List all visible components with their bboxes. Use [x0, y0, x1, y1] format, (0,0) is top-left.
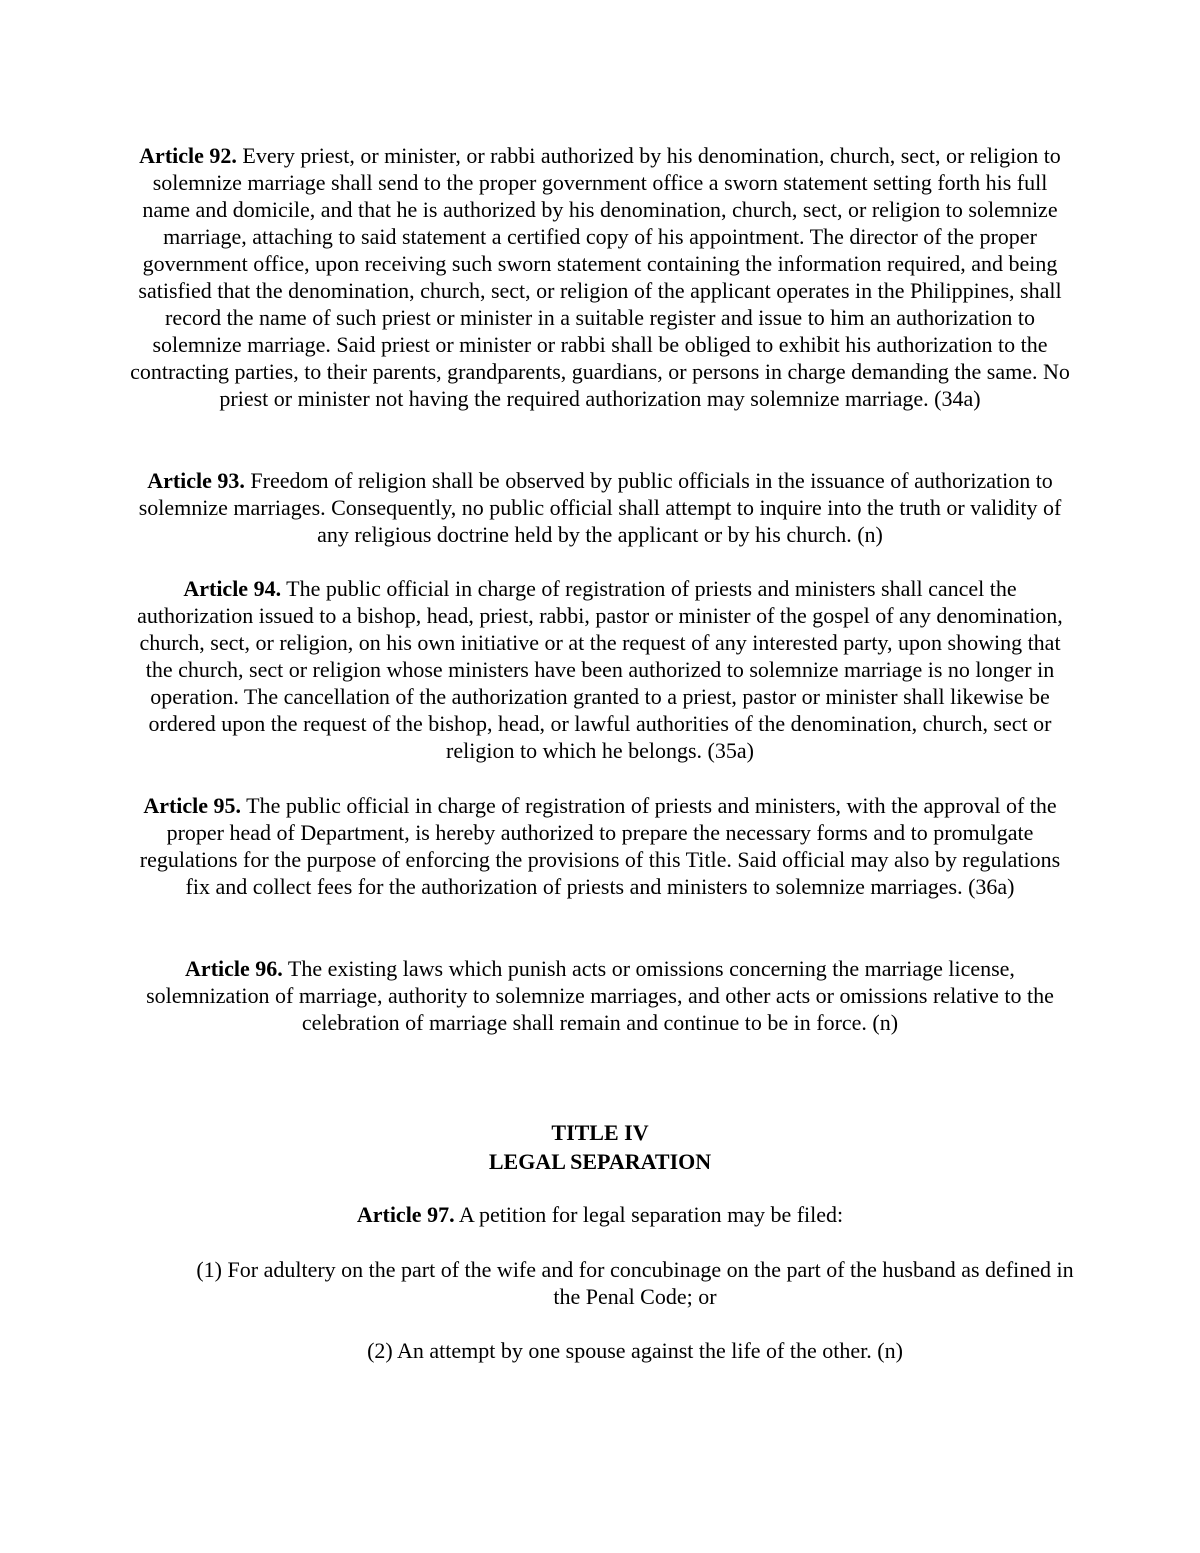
article-97-item-2: (2) An attempt by one spouse against the life of the other. (n)	[367, 1338, 903, 1363]
article-96	[130, 955, 1070, 1036]
article-94-text: The public official in charge of registration of priests and ministers shall cancel the authorization issued to a bishop, head, priest, rabbi, pastor or minister of the gospel of any denomination, church, sect, or religion, on his own initiative or at the request of any interested party, upon showing that the church, sect or religion whose ministers have been authorized to solemnize marriage is no longer in operation. The cancellation of the authorization granted to a priest, pastor or minister shall likewise be ordered upon the request of the bishop, head, or lawful authorities of the denomination, church, sect or religion to which he belongs. (35a)	[137, 576, 1063, 763]
article-97-item-1: (1) For adultery on the part of the wife and for concubinage on the part of the husband as defined in the Penal Code; or	[196, 1257, 1074, 1309]
article-93	[130, 467, 1070, 548]
article-94-heading: Article 94.	[183, 576, 282, 601]
article-92-heading: Article 92.	[139, 143, 237, 168]
article-97-text: A petition for legal separation may be filed:	[454, 1202, 844, 1227]
article-95-text: The public official in charge of registration of priests and ministers, with the approval of the proper head of Department, is hereby authorized to prepare the necessary forms and to promulgate regulations for the purpose of enforcing the provisions of this Title. Said official may also by regulations fix and collect fees for the authorization of priests and ministers to solemnize marriages. (36a)	[139, 793, 1061, 899]
article-93-heading: Article 93.	[147, 468, 245, 493]
article-93-text: Freedom of religion shall be observed by public officials in the issuance of authorization to solemnize marriages. Consequently, no public official shall attempt to inquire into the truth or validity of any religious doctrine held by the applicant or by his church. (n)	[138, 468, 1062, 547]
article-95-heading: Article 95.	[143, 793, 242, 818]
title-name: LEGAL SEPARATION	[488, 1149, 712, 1174]
title-number: TITLE IV	[551, 1120, 649, 1145]
article-92	[130, 142, 1070, 412]
article-96-text: The existing laws which punish acts or omissions concerning the marriage license, solemnization of marriage, authority to solemnize marriages, and other acts or omissions relative to the celebration of marriage shall remain and continue to be in force. (n)	[146, 956, 1054, 1035]
article-97-heading: Article 97.	[356, 1202, 455, 1227]
article-92-text: Every priest, or minister, or rabbi authorized by his denomination, church, sect, or religion to solemnize marriage shall send to the proper government office a sworn statement setting forth his full name and domicile, and that he is authorized by his denomination, church, sect, or religion to solemnize marriage, attaching to said statement a certified copy of his appointment. The director of the proper government office, upon receiving such sworn statement containing the information required, and being satisfied that the denomination, church, sect, or religion of the applicant operates in the Philippines, shall record the name of such priest or minister in a suitable register and issue to him an authorization to solemnize marriage. Said priest or minister or rabbi shall be obliged to exhibit his authorization to the contracting parties, to their parents, grandparents, guardians, or persons in charge demanding the same. No priest or minister not having the required authorization may solemnize marriage. (34a)	[130, 143, 1070, 411]
article-96-heading: Article 96.	[185, 956, 283, 981]
article-94	[130, 575, 1070, 764]
article-97	[130, 1201, 1070, 1228]
article-95	[130, 792, 1070, 900]
